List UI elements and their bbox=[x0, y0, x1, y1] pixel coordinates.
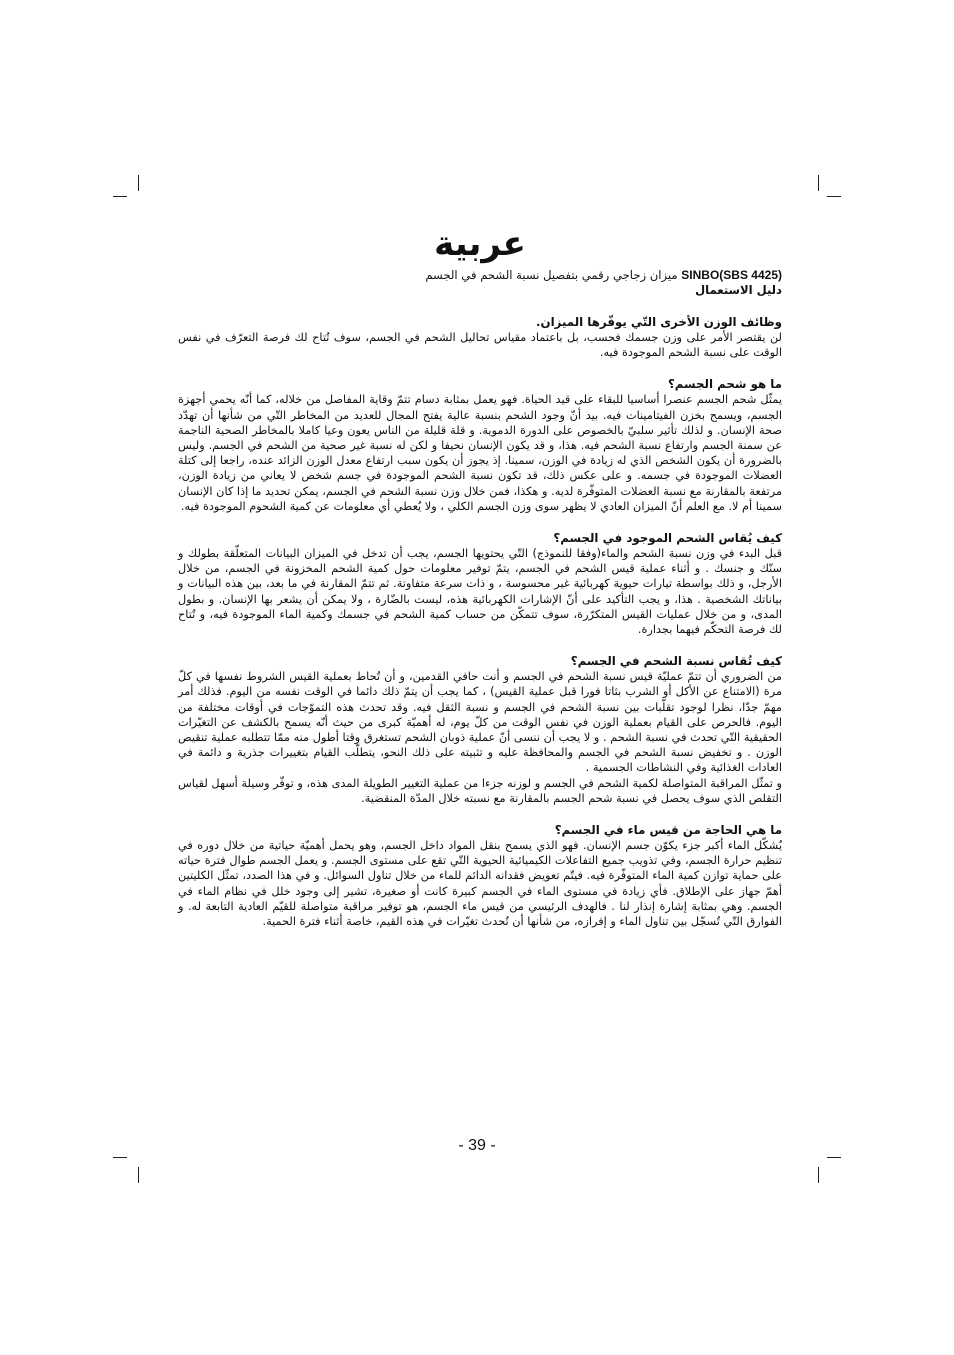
section-how-fat-percent-measured bbox=[178, 654, 782, 806]
section-other-functions bbox=[178, 315, 782, 360]
manual-label: دليل الاستعمال bbox=[695, 283, 782, 297]
section-body-water bbox=[178, 823, 782, 929]
section-heading: ما هي الحاجة من قيس ماء في الجسم؟ bbox=[554, 823, 782, 838]
crop-mark-bottom-left bbox=[138, 1167, 139, 1183]
section-heading: ما هو شحم الجسم؟ bbox=[667, 377, 782, 392]
crop-mark-bottom-right-h bbox=[827, 1157, 841, 1158]
crop-mark-top-left-h bbox=[113, 196, 127, 197]
page-number: - 39 - bbox=[458, 1137, 496, 1154]
section-paragraph: قبل البدء في وزن نسبة الشحم والماء(وفقا للنموذج) التّي يحتويها الجسم، يجب أن تدخل في الميزان البيانات المتعلّقة بطولك و سنّك و جنسك . و أثناء عملية قيس الشحم في الجسم، يتمّ توفير معلومات حول كمية الشحم المخزونة في الجسم، من خلال الأرجل، و ذلك بواسطة تيارات حيوية كهربائية غير محسوسة ، و ذات سرعة متفاوتة. ثم تتمّ المقارنة في ما بعد، بين هذه البيانات و بياناتك الشخصية . هذا، و يجب التأكيد على أنّ الإشارات الكهربائية هذه، ليست بالضّارة ، ولا يمكن أن يشعر بها الإنسان. و بطول المدى، و من خلال عمليات القيس المتكرّرة، سوف تتمكّن من حساب كمية الشحم في جسمك وكمية الماء الموجودة فيه، و تُتاح لك فرصة التحكّم فيهما بجدارة. bbox=[178, 547, 782, 637]
section-paragraph: يُشكّل الماء أكبر جزء يكوّن جسم الإنسان. فهو الذي يسمح بنقل المواد داخل الجسم، وهو يحمل أهميّة حياتية من خلال دوره في تنظيم حرارة الجسم، وفي تذويب جميع التفاعلات الكيميائية الحيوية التّي تقع على مستوى الجسم. و يعمل الجسم طوال فترة حياته على حماية توازن كمية الماء المتوفّرة فيه. فيتّم تعويض فقدانه الدائم للماء من خلال تناول السوائل. و في هذا الصدد، تمثّل الكليتين أهمّ جهاز على الإطلاق. فأي زيادة في مستوى الماء في الجسم كبيرة كانت أو صغيرة، تشير إلى وجود خلل في نظام الماء في الجسم. وهي بمثابة إشارة إنذار لنا . فالهدف الرئيسي من قيس ماء الجسم، هو توفير مراقبة متواصلة للقيّم العادية التابعة له. و الفوارق التّي تُسجّل بين تناول الماء و إفرازه، من شأنها أن تُحدث تغيّرات في هذه القيم، خاصة أثناء فترة الحمية. bbox=[178, 839, 782, 929]
section-how-fat-measured bbox=[178, 531, 782, 637]
section-paragraph: لن يقتصر الأمر على وزن جسمك فحسب، بل باعتماد مقياس تحاليل الشحم في الجسم، سوف تُتاح لك فرصة التعرّف في نفس الوقت على نسبة الشحم الموجودة فيه. bbox=[178, 331, 782, 360]
crop-mark-bottom-left-h bbox=[113, 1157, 127, 1158]
section-paragraph: و تمثّل المراقبة المتواصلة لكمية الشحم في الجسم و لوزنه جزءا من عملية التغيير الطويلة المدى هذه، و توفّر وسيلة أسهل لقياس التقلص الذي سوف يحصل في نسبة شحم الجسم بالمقارنة مع نسبته خلال المدّة المنقضية. bbox=[178, 776, 782, 805]
section-what-is-body-fat bbox=[178, 377, 782, 514]
crop-mark-top-right bbox=[818, 175, 819, 191]
product-description: ميزان زجاجي رقمي بتفصيل نسبة الشحم في الجسم bbox=[425, 268, 678, 282]
document-page bbox=[178, 224, 782, 929]
crop-mark-top-left bbox=[138, 175, 139, 191]
language-title: عربية bbox=[434, 224, 526, 264]
section-heading: كيف يُقاس الشحم الموجود في الجسم؟ bbox=[553, 531, 782, 546]
crop-mark-bottom-right bbox=[818, 1167, 819, 1183]
product-subtitle bbox=[178, 268, 782, 283]
section-heading: كيف تُقاس نسبة الشحم في الجسم؟ bbox=[570, 654, 782, 669]
model-name: SINBO(SBS 4425) bbox=[681, 268, 782, 282]
section-heading: وظائف الوزن الأخرى التّي يوفّرها الميزان. bbox=[536, 315, 782, 329]
crop-mark-top-right-h bbox=[827, 196, 841, 197]
section-paragraph: يمثّل شحم الجسم عنصرا أساسيا للبقاء على قيد الحياة. فهو يعمل بمثابة دسام تتمّ وقاية المفاصل من خلاله، كما أنّه يحمي أجهزة الجسم، ويسمح بخزن الفيتامينات فيه. بيد أنّ وجود الشحم بنسبة عالية يفتح المجال للعديد من المخاطر التّي من شأنها أن تهدّد صحة الإنسان. و لذلك تأثير سلبيّ بالخصوص على الدورة الدموية. و قلة قليلة من الناس يعون وعيا كاملا بالمخاطر الصحية الناجمة عن سمنة الجسم وارتفاع نسبة الشحم فيه. هذا، و قد يكون الإنسان نحيفا و لكن له نسبة غير صحية من الشحم في الجسم. وليس بالضرورة أن يكون الشخص الذي له زيادة في الوزن، سمينا. إذ يجوز أن يكون سبب ارتفاع معدل الوزن الزائد عنده، راجعا إلى كتلة العضلات الموجودة في جسمه. و على عكس ذلك، قد تكون نسبة الشحم الموجودة في جسم شخص لا يعاني من زيادة الوزن، مرتفعة بالمقارنة مع نسبة العضلات المتوفّرة لديه. و هكذا، فمن خلال وزن نسبة الشحم في الجسم، يمكن تحديد ما إذا كان الإنسان سمينا أم لا. مع العلم أنّ الميزان العادي لا يظهر سوى وزن الجسم الكلي ، ولا يُعطي أي معلومات عن كمية الشحوم الموجودة فيه. bbox=[178, 393, 782, 513]
section-paragraph: من الضروري أن تتمّ عمليّة قيس نسبة الشحم في الجسم و أنت حافي القدمين، و أن تُحاط بعملية القيس الشروط نفسها في كلّ مرة (الامتناع عن الأكل أو الشرب بثاتا فورا قبل عملية القيس) ، كما يجب أن يتمّ ذلك دائما في الوقت نفسه من اليوم. فذلك أمر مهمّ جدّا، نظرا لوجود تقلّبات بين نسبة الشحم في الجسم و نسبة الثقل فيه. وقد تحدث هذه التموّجات في أوقات مختلفة من اليوم. فالحرص على القيام بعملية الوزن في نفس الوقت من كلّ يوم، له أهميّة كبرى من حيث أنّه يسمح بالكشف عن التغيّرات الحقيقية التّي تحدث في نسبة الشحم . و لا يجب أن ننسى أنّ عملية ذوبان الشحم تستغرق وقتا أطول منه ممّا تتطلبه عملية تنقيص الوزن . و تخفيض نسبة الشحم في الجسم والمحافظة عليه و تثبيته على ذلك النحو، يتطلّب القيام بتغييرات جذرية و دائمة في العادات الغذائية وفي النشاطات الجسمية . bbox=[178, 670, 782, 775]
